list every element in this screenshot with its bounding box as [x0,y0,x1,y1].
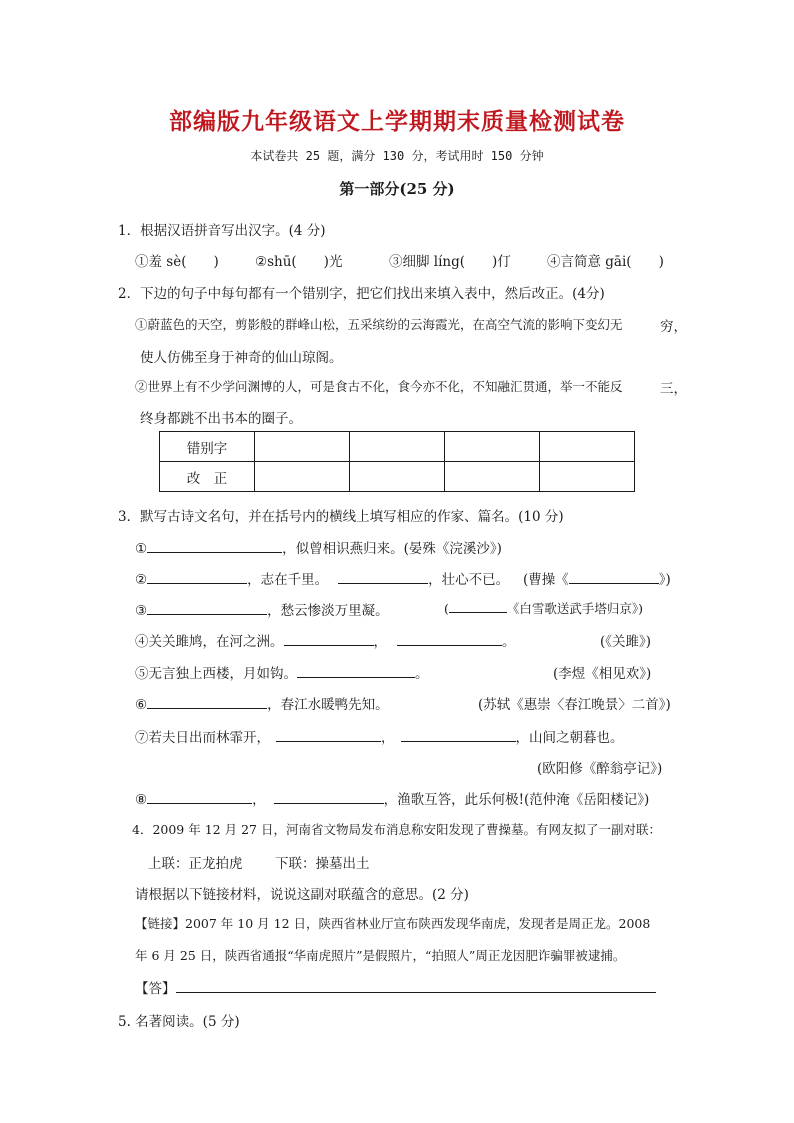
q3-line-6: ⑥ ，春江水暖鸭先知。 [135,697,389,713]
fill-blank[interactable] [147,790,252,804]
q2-sentence-1-line-1: ①蔚蓝色的天空，剪影般的群峰山松，五采缤纷的云海霞光，在高空气流的影响下变幻无 [135,317,623,332]
q2-sentence-1-line-2: 使人仿佛至身于神奇的仙山琼阁。 [140,350,343,366]
q3-line-3: ③ ，愁云惨淡万里凝。 [135,603,389,619]
fill-blank[interactable] [147,695,267,709]
q2-sentence-2-end: 三， [660,381,687,397]
fill-blank[interactable] [276,728,381,742]
fill-blank[interactable] [569,570,659,584]
q1-item-3: ③细脚 líng( )仃 [389,254,511,270]
table-cell[interactable] [255,462,350,492]
q3-line-2-source: (曹操《 》) [523,572,671,588]
q3-line-6-source: (苏轼《惠崇〈春江晚景〉二首》) [478,697,671,713]
q4-stem: 4．2009 年 12 月 27 日，河南省文物局发布消息称安阳发现了曹操墓。有网友拟了一副对联： [132,822,661,837]
q3-line-4: ④关关雎鸠，在河之洲。 ， 。 [135,634,516,650]
answer-line[interactable] [176,979,656,993]
answer-label: 【答】 [135,981,176,997]
q2-sentence-2-line-2: 终身都跳不出书本的圈子。 [140,411,302,427]
q3-line-1: ① ，似曾相识燕归来。(晏殊《浣溪沙》) [135,541,502,557]
table-cell[interactable] [445,432,540,462]
table-cell[interactable] [540,432,635,462]
table-header-wrong: 错别字 [160,432,255,462]
fill-blank[interactable] [401,728,516,742]
q1-item-1: ①羞 sè( ) [135,254,219,270]
fill-blank[interactable] [297,664,415,678]
q3-line-3-source: ( 《白雪歌送武手塔归京》) [444,601,644,616]
q4-link-line-2: 年 6 月 25 日，陕西省通报“华南虎照片”是假照片，“拍照人”周正龙因肥诈骗罪被逮捕。 [135,948,626,963]
table-cell[interactable] [350,462,445,492]
q2-sentence-2-line-1: ②世界上有不少学问渊博的人，可是食古不化，食今亦不化，不知融汇贯通，举一不能反 [135,379,623,394]
table-cell[interactable] [350,432,445,462]
q3-line-7-source: (欧阳修《醉翁亭记》) [537,761,663,777]
q4-link-line-1: 【链接】2007 年 10 月 12 日，陕西省林业厅宣布陕西发现华南虎，发现者是周正龙。2008 [135,916,651,931]
fill-blank[interactable] [274,790,384,804]
fill-blank[interactable] [284,632,374,646]
q1-item-2: ②shū( )光 [255,254,343,270]
fill-blank[interactable] [338,570,428,584]
fill-blank[interactable] [147,570,247,584]
q3-stem: 3．默写古诗文名句，并在括号内的横线上填写相应的作家、篇名。(10 分) [118,509,564,525]
q2-stem: 2．下边的句子中每句都有一个错别字，把它们找出来填入表中，然后改正。(4分) [118,286,605,302]
correction-table [159,431,635,492]
fill-blank[interactable] [397,632,502,646]
q2-sentence-1-end: 穷， [660,319,687,335]
q3-line-4-source: (《关雎》) [600,634,652,650]
table-cell[interactable] [445,462,540,492]
table-cell[interactable] [255,432,350,462]
page-title: 部编版九年级语文上学期期末质量检测试卷 [169,109,625,135]
q4-question: 请根据以下链接材料，说说这副对联蕴含的意思。(2 分) [135,887,469,903]
part-title: 第一部分(25 分) [339,180,455,198]
exam-info: 本试卷共 25 题，满分 130 分，考试用时 150 分钟 [250,149,544,163]
fill-blank[interactable] [147,539,282,553]
q3-line-7: ⑦若夫日出而林霏开， ， ，山间之朝暮也。 [135,730,624,746]
q3-line-8: ⑧ ， ，渔歌互答，此乐何极!(范仲淹《岳阳楼记》) [135,792,650,808]
fill-blank[interactable] [449,599,507,613]
q3-line-5: ⑤无言独上西楼，月如钩。 。 [135,666,429,682]
q4-answer [135,977,656,997]
q4-couplet-upper: 上联：正龙拍虎 [148,856,243,872]
table-row [160,432,635,462]
table-row [160,462,635,492]
q1-stem: 1．根据汉语拼音写出汉字。(4 分) [118,223,326,239]
table-cell[interactable] [540,462,635,492]
q5-stem: 5. 名著阅读。(5 分) [118,1014,240,1030]
q3-line-2: ② ，志在千里。 ，壮心不已。 [135,572,510,588]
q1-item-4: ④言简意 gāi( ) [547,254,664,270]
q3-line-5-source: (李煜《相见欢》) [553,666,652,682]
table-header-correct: 改 正 [160,462,255,492]
q4-couplet-lower: 下联：操墓出土 [275,856,370,872]
fill-blank[interactable] [147,601,267,615]
